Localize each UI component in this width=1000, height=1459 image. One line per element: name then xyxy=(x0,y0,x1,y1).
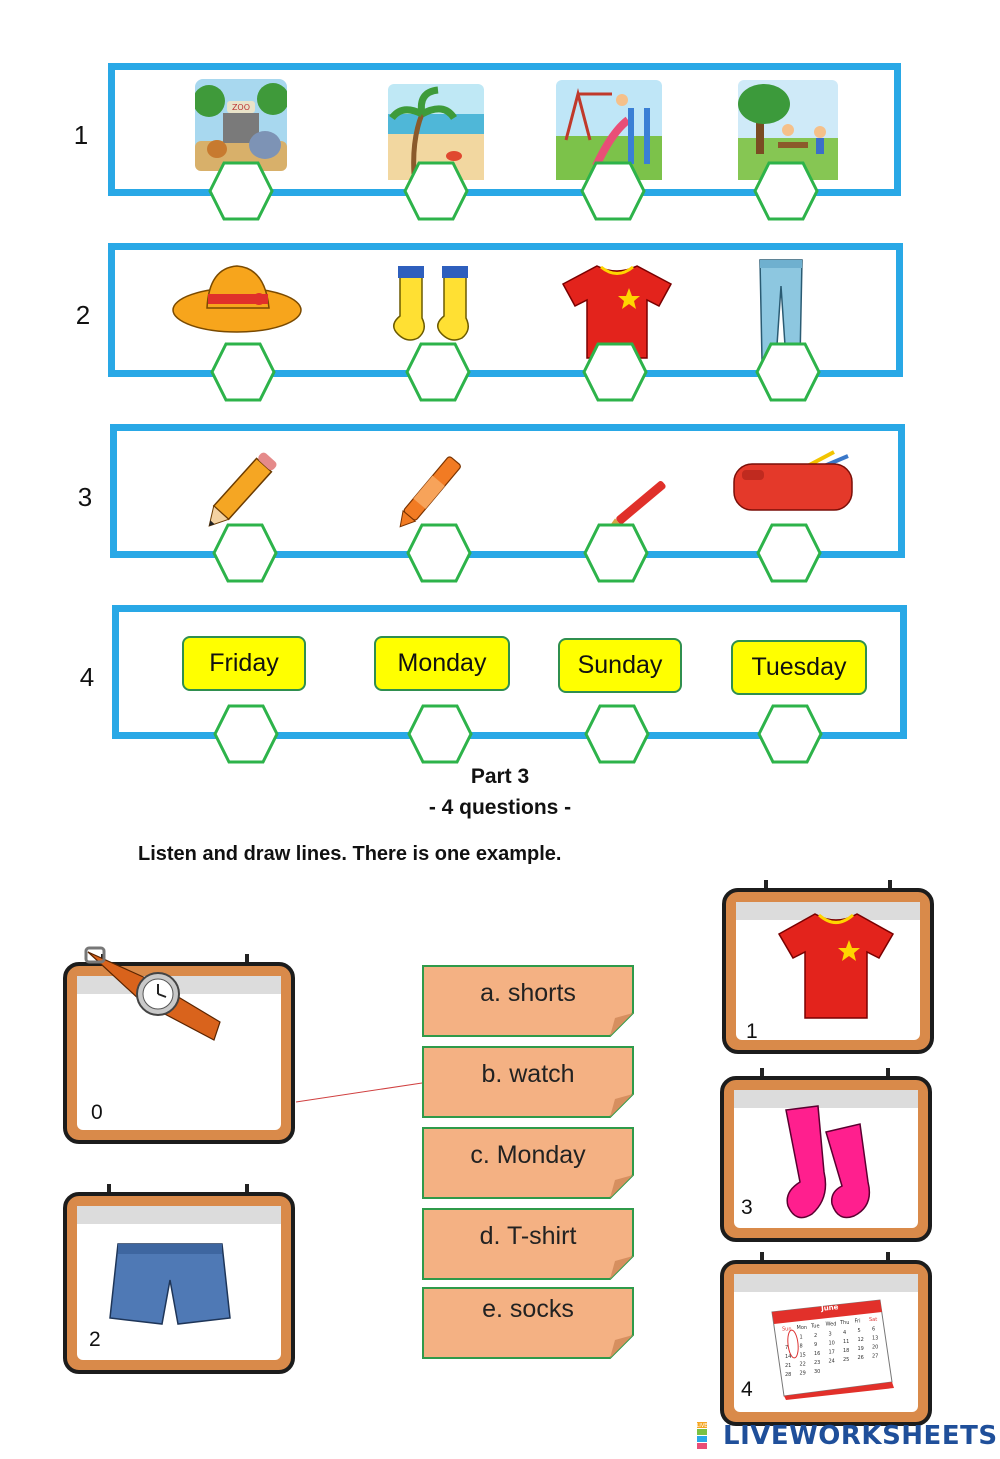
answer-hexagon-4d[interactable] xyxy=(757,704,823,764)
option-label-b: b. watch xyxy=(481,1060,575,1088)
calendar-weekday: Tue xyxy=(811,1323,820,1330)
calendar-date: 11 xyxy=(843,1338,850,1345)
socks-frame-picture xyxy=(778,1102,878,1224)
calendar-date: 17 xyxy=(828,1349,835,1356)
calendar-date: 2 xyxy=(814,1332,818,1339)
answer-hexagon-1c[interactable] xyxy=(580,161,646,221)
liveworksheets-wordmark: LIVEWORKSHEETS xyxy=(723,1421,998,1451)
option-card-c[interactable] xyxy=(422,1127,634,1199)
calendar-date: 19 xyxy=(857,1346,864,1353)
answer-hexagon-3d[interactable] xyxy=(756,523,822,583)
option-label-a: a. shorts xyxy=(480,979,576,1007)
option-card-e[interactable] xyxy=(422,1287,634,1359)
calendar-date: 16 xyxy=(814,1350,821,1357)
calendar-date: 5 xyxy=(857,1328,861,1335)
answer-hexagon-4c[interactable] xyxy=(584,704,650,764)
answer-hexagon-1a[interactable] xyxy=(208,161,274,221)
calendar-weekday: Fri xyxy=(854,1318,861,1325)
calendar-date: 22 xyxy=(799,1361,806,1368)
watch-picture xyxy=(80,944,226,1044)
row-number-2: 2 xyxy=(75,300,91,330)
day-label-sunday: Sunday xyxy=(558,638,682,693)
day-label-friday: Friday xyxy=(182,636,306,691)
liveworksheets-logo-icon xyxy=(697,1422,721,1450)
calendar-date: 14 xyxy=(785,1354,792,1361)
row-number-1: 1 xyxy=(73,120,89,150)
calendar-weekday: Mon xyxy=(796,1324,808,1331)
calendar-month: June xyxy=(820,1303,839,1313)
instruction-text: Listen and draw lines. There is one example. xyxy=(138,843,562,865)
shorts-picture xyxy=(108,1240,232,1328)
calendar-date: 8 xyxy=(799,1343,803,1350)
calendar-date: 28 xyxy=(785,1372,792,1379)
row-number-3: 3 xyxy=(77,482,93,512)
calendar-weekday: Thu xyxy=(840,1320,850,1327)
calendar-date: 30 xyxy=(814,1368,821,1375)
calendar-date: 21 xyxy=(785,1363,792,1370)
part-title: Part 3 xyxy=(470,765,530,788)
answer-hexagon-2c[interactable] xyxy=(582,342,648,402)
calendar-date: 12 xyxy=(857,1337,864,1344)
zoo-picture xyxy=(195,79,287,171)
hat-picture xyxy=(171,262,305,338)
calendar-date: 9 xyxy=(814,1341,818,1348)
answer-hexagon-1d[interactable] xyxy=(753,161,819,221)
calendar-date: 7 xyxy=(785,1345,789,1352)
answer-hexagon-3a[interactable] xyxy=(212,523,278,583)
answer-hexagon-1b[interactable] xyxy=(403,161,469,221)
answer-hexagon-2b[interactable] xyxy=(405,342,471,402)
answer-hexagon-3b[interactable] xyxy=(406,523,472,583)
t-shirt-frame-picture xyxy=(775,910,897,1022)
calendar-date: 24 xyxy=(828,1358,835,1365)
calendar-date: 6 xyxy=(872,1326,876,1333)
option-card-a[interactable] xyxy=(422,965,634,1037)
answer-hexagon-3c[interactable] xyxy=(583,523,649,583)
liveworksheets-logo xyxy=(697,1421,998,1451)
svg-text:ZOO: ZOO xyxy=(231,103,251,112)
calendar-date: 26 xyxy=(857,1355,864,1362)
picture-number-1: 1 xyxy=(746,1020,758,1043)
day-label-tuesday: Tuesday xyxy=(731,640,867,695)
calendar-date: 29 xyxy=(799,1370,806,1377)
calendar-weekday: Sun xyxy=(782,1326,792,1333)
part-subtitle: - 4 questions - xyxy=(428,796,572,819)
option-label-c: c. Monday xyxy=(470,1141,586,1169)
answer-hexagon-4a[interactable] xyxy=(213,704,279,764)
example-line xyxy=(294,1080,424,1104)
svg-text:LIVE: LIVE xyxy=(697,1423,708,1429)
answer-hexagon-4b[interactable] xyxy=(407,704,473,764)
answer-hexagon-2a[interactable] xyxy=(210,342,276,402)
calendar-date: 18 xyxy=(843,1347,850,1354)
picture-number-3: 3 xyxy=(741,1196,753,1219)
option-card-b[interactable] xyxy=(422,1046,634,1118)
calendar-date: 20 xyxy=(872,1344,879,1351)
option-card-d[interactable] xyxy=(422,1208,634,1280)
calendar-date: 4 xyxy=(843,1329,847,1336)
calendar-date: 23 xyxy=(814,1359,821,1366)
pencil-case-picture xyxy=(730,446,860,514)
picture-number-2: 2 xyxy=(89,1328,101,1351)
calendar-date: 27 xyxy=(872,1353,879,1360)
calendar-date: 1 xyxy=(799,1334,803,1341)
calendar-date: 15 xyxy=(799,1352,806,1359)
calendar-date: 13 xyxy=(872,1335,879,1342)
answer-hexagon-2d[interactable] xyxy=(755,342,821,402)
calendar-date: 25 xyxy=(843,1356,850,1363)
picture-number-0: 0 xyxy=(91,1101,103,1124)
option-label-d: d. T-shirt xyxy=(479,1222,577,1250)
calendar-picture xyxy=(768,1296,896,1400)
option-label-e: e. socks xyxy=(482,1295,574,1323)
picture-number-4: 4 xyxy=(741,1378,753,1401)
day-label-monday: Monday xyxy=(374,636,510,691)
calendar-date: 3 xyxy=(828,1331,832,1338)
calendar-date: 10 xyxy=(828,1340,835,1347)
calendar-weekday: Wed xyxy=(825,1321,837,1328)
row-number-4: 4 xyxy=(79,662,95,692)
calendar-weekday: Sat xyxy=(869,1316,878,1323)
